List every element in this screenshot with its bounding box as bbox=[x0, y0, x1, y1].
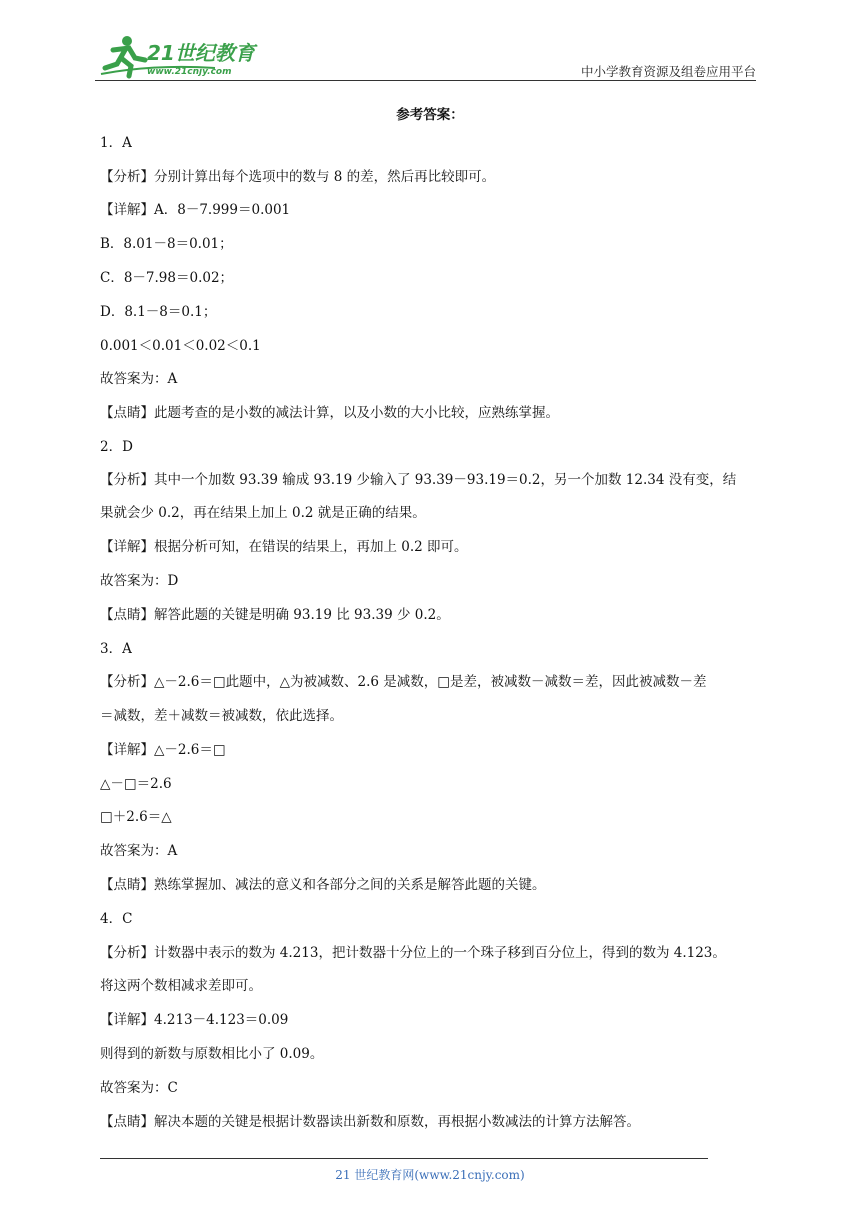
answer-line: 故答案为：C bbox=[100, 1080, 178, 1096]
answer-line: 4．C bbox=[100, 911, 133, 927]
answer-line: 3．A bbox=[100, 641, 132, 657]
answer-line: D．8.1－8＝0.1； bbox=[100, 304, 217, 320]
logo-url: www.21cnjy.com bbox=[147, 67, 232, 77]
footer-link[interactable]: 21 世纪教育网(www.21cnjy.com) bbox=[335, 1168, 525, 1182]
answer-line: 【详解】根据分析可知，在错误的结果上，再加上 0.2 即可。 bbox=[100, 539, 468, 555]
answer-line: ＝减数，差＋减数＝被减数，依此选择。 bbox=[100, 708, 343, 724]
answer-line: B．8.01－8＝0.01； bbox=[100, 236, 233, 252]
answer-line: 【点睛】熟练掌握加、减法的意义和各部分之间的关系是解答此题的关键。 bbox=[100, 877, 546, 893]
header-platform-text: 中小学教育资源及组卷应用平台 bbox=[580, 64, 756, 79]
answer-line: 【点睛】此题考查的是小数的减法计算，以及小数的大小比较，应熟练掌握。 bbox=[100, 405, 559, 421]
answer-line: 0.001＜0.01＜0.02＜0.1 bbox=[100, 338, 261, 354]
answer-line: 【点睛】解答此题的关键是明确 93.19 比 93.39 少 0.2。 bbox=[100, 607, 450, 623]
answer-line: 则得到的新数与原数相比小了 0.09。 bbox=[100, 1046, 324, 1062]
answer-line: 故答案为：D bbox=[100, 573, 179, 589]
answer-line: 【分析】△－2.6＝□此题中，△为被减数、2.6 是减数，□是差，被减数－减数＝差，因此被减数－差 bbox=[100, 674, 707, 690]
footer-divider bbox=[100, 1158, 708, 1159]
answer-title: 参考答案： bbox=[396, 107, 464, 123]
answer-line: 2．D bbox=[100, 439, 133, 455]
runner-logo-icon bbox=[95, 34, 265, 80]
answer-line: 果就会少 0.2，再在结果上加上 0.2 就是正确的结果。 bbox=[100, 505, 426, 521]
answer-line: 【详解】△－2.6＝□ bbox=[100, 742, 226, 758]
answer-line: 将这两个数相减求差即可。 bbox=[100, 978, 262, 994]
answer-line: 【详解】A．8－7.999＝0.001 bbox=[100, 202, 291, 218]
logo-text: 21世纪教育 bbox=[147, 41, 255, 65]
header-divider bbox=[95, 80, 756, 81]
answer-line: 【详解】4.213－4.123＝0.09 bbox=[100, 1012, 289, 1028]
answer-line: 故答案为：A bbox=[100, 843, 178, 859]
answer-line: △－□＝2.6 bbox=[100, 776, 172, 792]
site-logo[interactable] bbox=[95, 34, 265, 80]
answer-line: 【分析】分别计算出每个选项中的数与 8 的差，然后再比较即可。 bbox=[100, 169, 496, 185]
answer-line: 故答案为：A bbox=[100, 371, 178, 387]
answer-line: 【点睛】解决本题的关键是根据计数器读出新数和原数，再根据小数减法的计算方法解答。 bbox=[100, 1114, 640, 1130]
answer-line: C．8－7.98＝0.02； bbox=[100, 270, 234, 286]
answer-line: 【分析】其中一个加数 93.39 输成 93.19 少输入了 93.39－93.19＝0.2，另一个加数 12.34 没有变，结 bbox=[100, 472, 737, 488]
answer-line: 1．A bbox=[100, 135, 132, 151]
answer-line: □＋2.6＝△ bbox=[100, 809, 172, 825]
answer-line: 【分析】计数器中表示的数为 4.213，把计数器十分位上的一个珠子移到百分位上，得到的数为 4.123。 bbox=[100, 945, 726, 961]
